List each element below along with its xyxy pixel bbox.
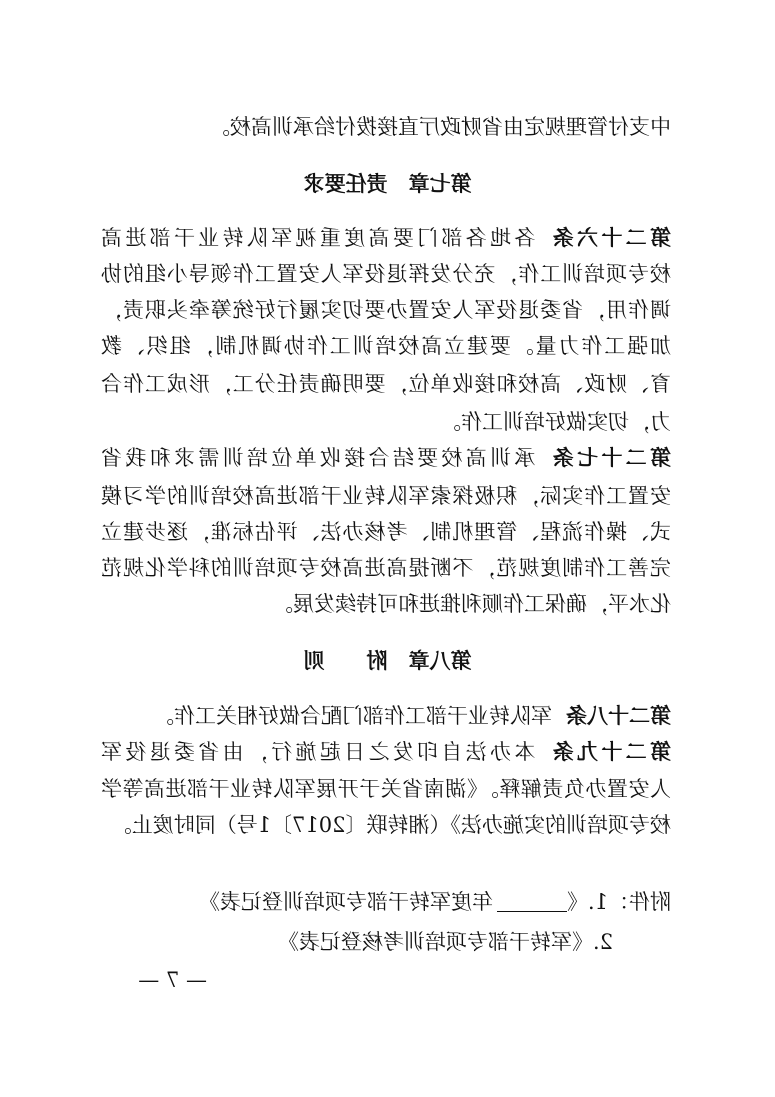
body-line: 化水平，确保工作顺利推进和可持续发展。: [272, 592, 671, 616]
article-line: [101, 224, 671, 252]
attachment-1-title: 年度军转干部专项培训登记表》: [198, 890, 493, 914]
attachment-line-2: 2.《军转干部专项培训考核登记表》: [277, 930, 613, 954]
body-text: 本办法自印发之日起施行，由省委退役军: [100, 740, 536, 764]
body-line: 加强工作力量。要建立高校培训工作协调机制，组织、教: [101, 334, 671, 358]
article-line: [101, 738, 671, 766]
article-label: 第二十七条: [549, 446, 671, 470]
body-line: 式、操作流程、管理机制、考核办法、评估标准，逐步建立: [101, 520, 671, 544]
body-line: 完善工作制度规范，不断提高进高校专项培训的科学化规范: [101, 556, 671, 580]
article-label: 第二十九条: [549, 740, 671, 764]
body-text: 各地各部门要高度重视军队转业干部进高: [100, 226, 536, 250]
attachment-line-1: [101, 888, 671, 916]
article-label: 第二十八条: [566, 704, 671, 728]
body-line: 人安置办负责解释。《湖南省关于开展军队转业干部进高等学: [101, 777, 671, 801]
article-line: [101, 444, 671, 472]
article-label: 第二十六条: [549, 226, 671, 250]
body-text: 承训高校要结合接收单位培训需求和我省: [100, 446, 536, 470]
page-number: — 7 —: [138, 968, 207, 992]
body-line: 中支付管理规定由省财政厅直接拨付给承训高校。: [209, 115, 671, 139]
chapter-heading: 第八章 附 则: [303, 649, 472, 673]
body-text: 军队转业干部工作部门配合做好相关工作。: [153, 704, 552, 728]
body-line: 校专项培训工作，充分发挥退役军人安置工作领导小组的协: [101, 262, 671, 286]
chapter-heading: 第七章 责任要求: [303, 172, 472, 196]
body-line: 校专项培训的实施办法》（湘转联〔2017〕1号）同时废止。: [110, 813, 671, 837]
body-line: 调作用，省委退役军人安置办要切实履行好统筹牵头职责，: [101, 298, 671, 322]
body-line: 育、财政、高校和接收单位，要明确责任分工，形成工作合: [101, 372, 671, 396]
attachment-prefix: 附件：1.《: [566, 890, 671, 914]
article-line: [101, 702, 671, 730]
body-line: 安置工作实际，积极探索军队转业干部进高校培训的学习模: [101, 484, 671, 508]
body-line: 力，切实做好培训工作。: [440, 410, 671, 434]
fill-in-blank: [497, 891, 567, 912]
